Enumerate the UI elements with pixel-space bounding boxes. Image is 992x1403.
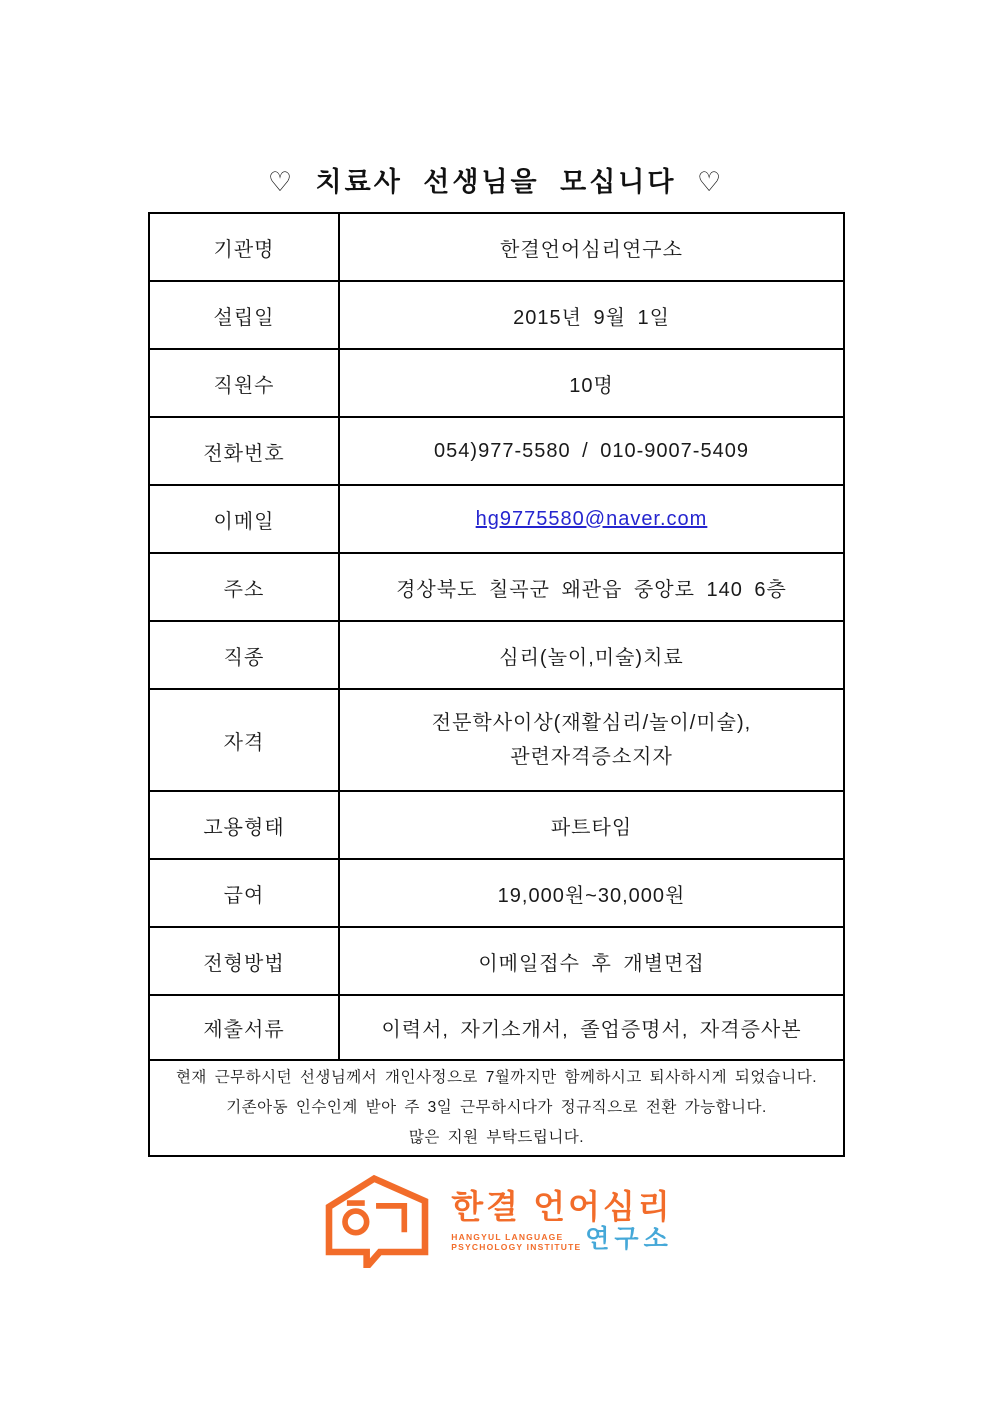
logo-english-name [451,1232,581,1252]
row-label: 주소 [149,553,339,621]
row-value: 이메일접수 후 개별면접 [339,927,844,995]
page-title: ♡ 치료사 선생님을 모십니다 ♡ [267,167,725,197]
row-phone-number [149,417,844,485]
row-label: 전화번호 [149,417,339,485]
row-required-documents [149,995,844,1060]
row-value: 10명 [339,349,844,417]
row-label: 직종 [149,621,339,689]
row-value: 2015년 9월 1일 [339,281,844,349]
note-cell [149,1060,844,1156]
row-address [149,553,844,621]
row-value: 054)977-5580 / 010-9007-5409 [339,417,844,485]
note-line-1: 현재 근무하시던 선생님께서 개인사정으로 7월까지만 함께하시고 퇴사하시게 되었습니다. [175,1069,818,1086]
row-job-type [149,621,844,689]
row-value: 파트타임 [339,791,844,859]
logo-subtitle-row [451,1224,673,1253]
qualification-line-2: 관련자격증소지자 [510,746,673,768]
row-label: 이메일 [149,485,339,553]
row-email [149,485,844,553]
row-label: 고용형태 [149,791,339,859]
house-speech-bubble-icon [319,1172,435,1268]
row-label: 급여 [149,859,339,927]
row-value: 이력서, 자기소개서, 졸업증명서, 자격증사본 [339,995,844,1060]
logo-institute-label: 연구소 [585,1224,673,1253]
row-value: 한결언어심리연구소 [339,213,844,281]
logo-english-line-1: HANGYUL LANGUAGE [451,1231,564,1242]
row-label: 제출서류 [149,995,339,1060]
row-employment-type [149,791,844,859]
logo-english-line-2: PSYCHOLOGY INSTITUTE [451,1241,582,1252]
email-link[interactable]: hg9775580@naver.com [475,507,708,530]
row-label: 설립일 [149,281,339,349]
note-line-2: 기존아동 인수인계 받아 주 3일 근무하시다가 정규직으로 전환 가능합니다. [226,1099,767,1116]
row-application-method [149,927,844,995]
row-staff-count [149,349,844,417]
row-note [149,1060,844,1156]
job-info-table [148,212,845,1157]
row-value: 경상북도 칠곡군 왜관읍 중앙로 140 6층 [339,553,844,621]
qualification-line-1: 전문학사이상(재활심리/놀이/미술), [431,712,752,734]
row-institution-name [149,213,844,281]
row-founded-date [149,281,844,349]
row-label: 기관명 [149,213,339,281]
row-value [339,485,844,553]
row-label: 직원수 [149,349,339,417]
row-salary [149,859,844,927]
company-logo [0,1172,992,1268]
row-label: 자격 [149,689,339,791]
row-value [339,689,844,791]
logo-text-block [451,1189,672,1252]
row-qualification [149,689,844,791]
row-value: 심리(놀이,미술)치료 [339,621,844,689]
note-line-3: 많은 지원 부탁드립니다. [408,1129,585,1146]
row-value: 19,000원~30,000원 [339,859,844,927]
row-label: 전형방법 [149,927,339,995]
logo-korean-title: 한결 언어심리 [451,1187,673,1225]
